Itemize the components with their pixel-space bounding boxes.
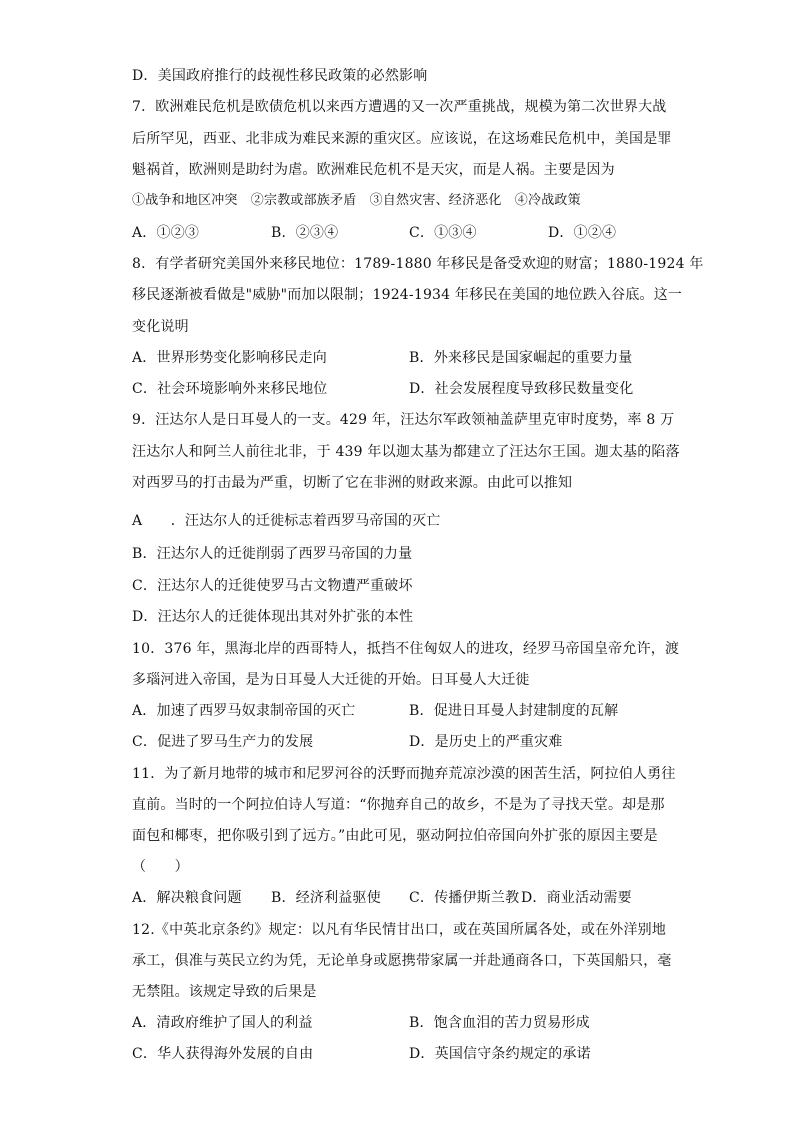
q7-stem-line-1: 7．欧洲难民危机是欧债危机以来西方遭遇的又一次严重挑战，规模为第二次世界大战 bbox=[132, 99, 667, 115]
q7-option-c: C．①③④ bbox=[409, 225, 477, 241]
q12-stem-line-3: 无禁阻。该规定导致的后果是 bbox=[132, 984, 317, 1000]
q10-option-d: D．是历史上的严重灾难 bbox=[409, 734, 563, 750]
q12-option-c: C．华人获得海外发展的自由 bbox=[132, 1046, 314, 1062]
q8-stem-line-1: 8．有学者研究美国外来移民地位：1789-1880 年移民是备受欢迎的财富；1880-1924 年 bbox=[132, 256, 704, 272]
q10-stem-line-1: 10．376 年，黑海北岸的西哥特人，抵挡不住匈奴人的进攻，经罗马帝国皇帝允许，渡 bbox=[132, 641, 680, 657]
q10-option-a: A．加速了西罗马奴隶制帝国的灭亡 bbox=[132, 703, 356, 719]
q9-stem-line-1: 9．汪达尔人是日耳曼人的一支。429 年，汪达尔军政领袖盖萨里克审时度势，率 8 万 bbox=[132, 412, 675, 428]
q6-option-d: D．美国政府推行的歧视性移民政策的必然影响 bbox=[132, 68, 428, 84]
q12-stem-line-2: 承工，俱准与英民立约为凭，无论单身或愿携带家属一并赴通商各口，下英国船只，毫 bbox=[132, 953, 672, 969]
q8-option-b: B．外来移民是国家崛起的重要力量 bbox=[409, 350, 633, 366]
q12-option-d: D．英国信守条约规定的承诺 bbox=[409, 1046, 591, 1062]
q8-option-d: D．社会发展程度导致移民数量变化 bbox=[409, 381, 634, 397]
q7-stem-line-3: 魁祸首，欧洲则是助纣为虐。欧洲难民危机不是天灾，而是人祸。主要是因为 bbox=[132, 162, 615, 178]
q9-option-b: B．汪达尔人的迁徙削弱了西罗马帝国的力量 bbox=[132, 546, 413, 562]
q9-stem-line-3: 对西罗马的打击最为严重，切断了它在非洲的财政来源。由此可以推知 bbox=[132, 475, 573, 491]
q12-option-b: B．饱含血泪的苦力贸易形成 bbox=[409, 1015, 590, 1031]
q11-answer-blank: （ ） bbox=[132, 859, 189, 875]
q11-option-d: D．商业活动需要 bbox=[521, 890, 632, 906]
q9-stem-line-2: 汪达尔人和阿兰人前往北非，于 439 年以迦太基为都建立了汪达尔王国。迦太基的陷落 bbox=[132, 444, 680, 460]
q11-option-a: A．解决粮食问题 bbox=[132, 890, 242, 906]
q12-option-a: A．清政府维护了国人的利益 bbox=[132, 1015, 313, 1031]
q10-option-c: C．促进了罗马生产力的发展 bbox=[132, 734, 314, 750]
q11-option-b: B．经济利益驱使 bbox=[271, 890, 381, 906]
q11-stem-line-1: 11．为了新月地带的城市和尼罗河谷的沃野而抛弃荒凉沙漠的困苦生活，阿拉伯人勇往 bbox=[132, 766, 676, 782]
q8-option-c: C．社会环境影响外来移民地位 bbox=[132, 381, 328, 397]
q9-option-d: D．汪达尔人的迁徙体现出其对外扩张的本性 bbox=[132, 609, 414, 625]
q11-stem-line-3: 面包和椰枣，把你吸引到了远方。”由此可见，驱动阿拉伯帝国向外扩张的原因主要是 bbox=[132, 828, 658, 844]
q8-stem-line-3: 变化说明 bbox=[132, 319, 189, 335]
q9-option-a: A ．汪达尔人的迁徙标志着西罗马帝国的灭亡 bbox=[132, 513, 441, 529]
q12-stem-line-1: 12.《中英北京条约》规定：以凡有华民情甘出口，或在英国所属各处，或在外洋别地 bbox=[132, 922, 667, 938]
q7-items: ①战争和地区冲突 ②宗教或部族矛盾 ③自然灾害、经济恶化 ④冷战政策 bbox=[132, 193, 581, 208]
q10-option-b: B．促进日耳曼人封建制度的瓦解 bbox=[409, 703, 619, 719]
q10-stem-line-2: 多瑙河进入帝国，是为日耳曼人大迁徙的开始。日耳曼人大迁徙 bbox=[132, 672, 530, 688]
q9-option-c: C．汪达尔人的迁徙使罗马古文物遭严重破坏 bbox=[132, 578, 413, 594]
q7-option-b: B．②③④ bbox=[271, 225, 339, 241]
q7-option-d: D．①②④ bbox=[548, 225, 617, 241]
q8-stem-line-2: 移民逐渐被看做是"威胁"而加以限制；1924-1934 年移民在美国的地位跌入谷底。这一 bbox=[132, 287, 683, 303]
q11-option-c: C．传播伊斯兰教 bbox=[409, 890, 520, 906]
q7-stem-line-2: 后所罕见，西亚、北非成为难民来源的重灾区。应该说，在这场难民危机中，美国是罪 bbox=[132, 131, 672, 147]
q11-stem-line-2: 直前。当时的一个阿拉伯诗人写道：“你抛弃自己的故乡，不是为了寻找天堂。却是那 bbox=[132, 797, 665, 813]
q7-option-a: A．①②③ bbox=[132, 225, 200, 241]
q8-option-a: A．世界形势变化影响移民走向 bbox=[132, 350, 327, 366]
